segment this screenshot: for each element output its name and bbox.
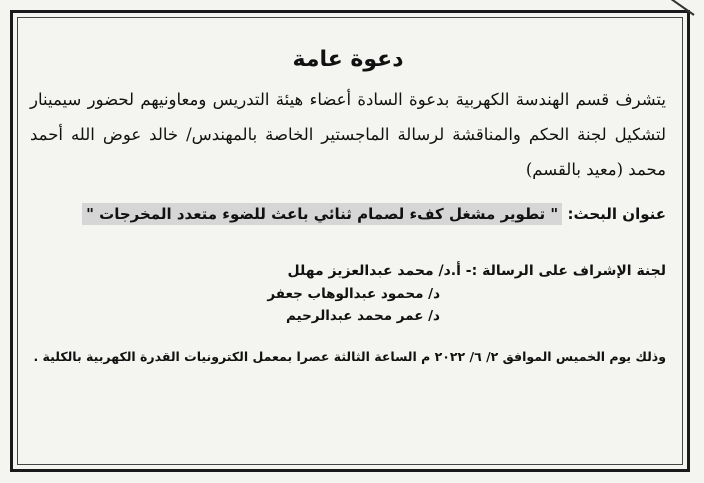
research-row: [30, 197, 666, 231]
invitation-content: [30, 40, 666, 364]
research-label: عنوان البحث:: [567, 205, 666, 223]
committee-member: د/ عمر محمد عبدالرحيم: [285, 308, 440, 324]
invitation-body: يتشرف قسم الهندسة الكهربية بدعوة السادة أعضاء هيئة التدريس ومعاونيهم لحضور سيمينار لتشكيل لجنة الحكم والمناقشة لرسالة الماجستير الخاصة بالمهندس/ خالد عوض الله أحمد محمد (معيد بالقسم): [30, 90, 666, 179]
event-details: وذلك يوم الخميس الموافق ٢/ ٦/ ٢٠٢٢ م الساعة الثالثة عصرا بمعمل الكترونيات القدرة الكهربية بالكلية .: [33, 349, 666, 364]
committee-member: أ.د/ محمد عبدالعزيز مهلل: [287, 263, 461, 279]
committee-label: لجنة الإشراف على الرسالة :-: [465, 263, 666, 279]
supervision-committee: [30, 259, 666, 327]
document-title: دعوة عامة: [292, 47, 404, 72]
committee-member: د/ محمود عبدالوهاب جعفر: [267, 286, 440, 302]
research-title: " تطوير مشغل كفء لصمام ثنائي باعث للضوء متعدد المخرجات ": [82, 203, 562, 225]
committee-row: [30, 259, 666, 283]
